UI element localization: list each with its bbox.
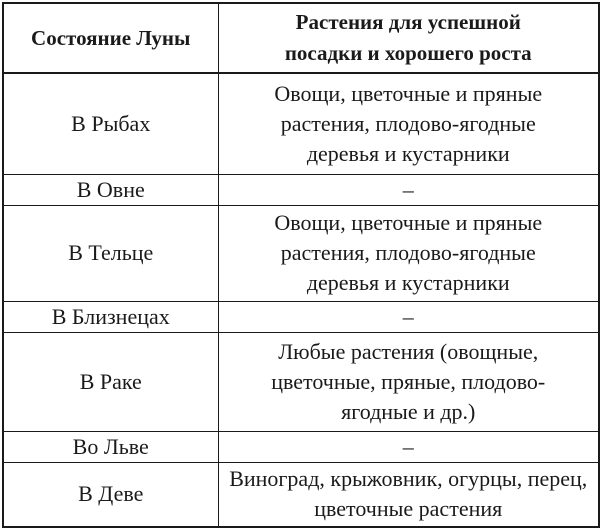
- moon-state-cell: Во Льве: [3, 431, 218, 462]
- plants-cell: –: [218, 174, 599, 205]
- moon-state-cell: В Раке: [3, 332, 218, 431]
- plants-cell: Любые растения (овощные, цветочные, пряные, плодово-ягодные и др.): [218, 332, 599, 431]
- table-row: [3, 301, 599, 332]
- plants-cell: Овощи, цветочные и пряные растения, плодово-ягодные деревья и кустарники: [218, 73, 599, 174]
- table-header-row: [3, 3, 599, 73]
- table-row: [3, 332, 599, 431]
- plants-cell: –: [218, 301, 599, 332]
- table-row: [3, 431, 599, 462]
- header-moon-state: Состояние Луны: [3, 3, 218, 73]
- moon-state-cell: В Тельце: [3, 205, 218, 301]
- table-row: [3, 174, 599, 205]
- table-row: [3, 205, 599, 301]
- moon-state-cell: В Овне: [3, 174, 218, 205]
- moon-state-cell: В Близнецах: [3, 301, 218, 332]
- plants-cell: Овощи, цветочные и пряные растения, плодово-ягодные деревья и кустарники: [218, 205, 599, 301]
- plants-cell: Виноград, крыжовник, огурцы, перец, цветочные растения: [218, 462, 599, 527]
- header-plants: Растения для успешной посадки и хорошего роста: [218, 3, 599, 73]
- moon-state-cell: В Деве: [3, 462, 218, 527]
- table-row: [3, 73, 599, 174]
- moon-planting-table: [2, 2, 600, 528]
- moon-state-cell: В Рыбах: [3, 73, 218, 174]
- plants-cell: –: [218, 431, 599, 462]
- table-row: [3, 462, 599, 527]
